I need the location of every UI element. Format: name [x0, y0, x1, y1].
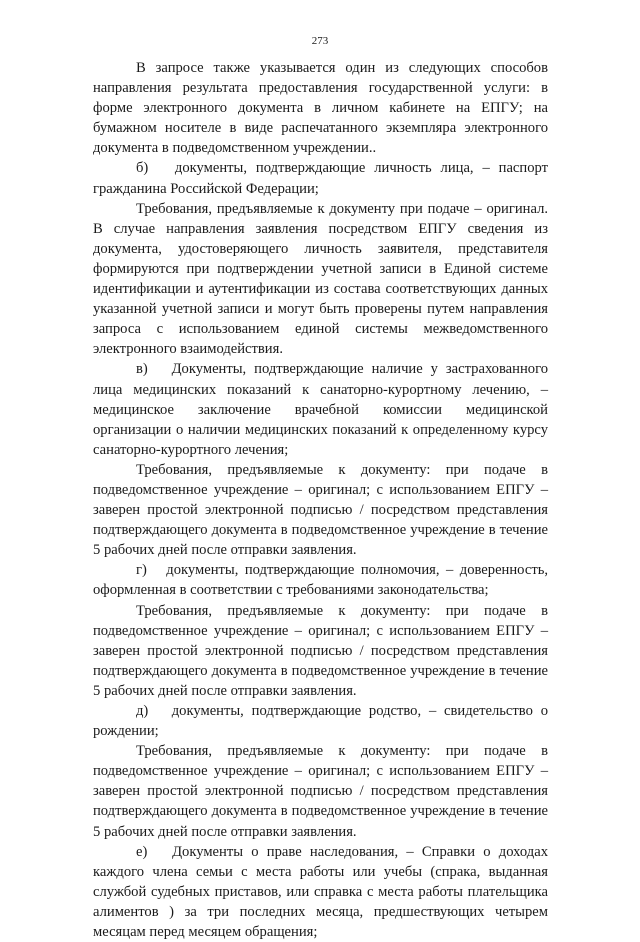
- paragraph-requirements-medical: Требования, предъявляемые к документу: при подаче в подведомственное учреждение – оригинал; с использованием ЕПГУ – заверен простой электронной подписью / посредством представления подтверждающего документа в подведомственное учреждение в течение 5 рабочих дней после отправки заявления.: [93, 461, 548, 559]
- paragraph-requirements-kinship: Требования, предъявляемые к документу: при подаче в подведомственное учреждение – оригинал; с использованием ЕПГУ – заверен простой электронной подписью / посредством представления подтверждающего документа в подведомственное учреждение в течение 5 рабочих дней после отправки заявления.: [93, 743, 548, 840]
- paragraph-item-v-medical-indications: в) Документы, подтверждающие наличие у застрахованного лица медицинских показаний к санаторно-курортному лечению, – медицинское заключение врачебной комиссии медицинской организации о наличии медицинских показаний к определенному курсу санаторно-курортного лечения;: [93, 361, 548, 458]
- paragraph-requirements-authority: Требования, предъявляемые к документу: при подаче в подведомственное учреждение – оригинал; с использованием ЕПГУ – заверен простой электронной подписью / посредством представления подтверждающего документа в подведомственное учреждение в течение 5 рабочих дней после отправки заявления.: [93, 602, 548, 699]
- paragraph-item-d-kinship-documents: д) документы, подтверждающие родство, – свидетельство о рождении;: [93, 703, 548, 740]
- document-body: [93, 58, 548, 942]
- paragraph-item-e-inheritance-documents: е) Документы о праве наследования, – Справки о доходах каждого члена семьи с места работы или учебы (спрака, выданная службой судебных приставов, или справка с места работы плательщика алиментов ) за три последних месяца, предшествующих четырем месяцам перед месяцем обращения;: [93, 843, 548, 941]
- paragraph-request-delivery-methods: В запросе также указывается один из следующих способов направления результата предоставления государственной услуги: в форме электронного документа в личном кабинете на ЕПГУ; на бумажном носителе в виде распечатанного экземпляра электронного документа в подведомственном учреждении..: [93, 60, 548, 157]
- page-number: 273: [311, 35, 329, 47]
- paragraph-item-g-authority-documents: г) документы, подтверждающие полномочия, – доверенность, оформленная в соответствии с требованиями законодательства;: [93, 562, 548, 599]
- paragraph-item-b-identity-documents: б) документы, подтверждающие личность лица, – паспорт гражданина Российской Федерации;: [93, 160, 548, 197]
- paragraph-requirements-identity: Требования, предъявляемые к документу при подаче – оригинал. В случае направления заявления посредством ЕПГУ сведения из документа, удостоверяющего личность заявителя, представителя формируются при подтверждении учетной записи в Единой системе идентификации и аутентификации из состава соответствующих данных указанной учетной записи и могут быть проверены путем направления запроса с использованием единой системы межведомственного электронного взаимодействия.: [93, 200, 548, 358]
